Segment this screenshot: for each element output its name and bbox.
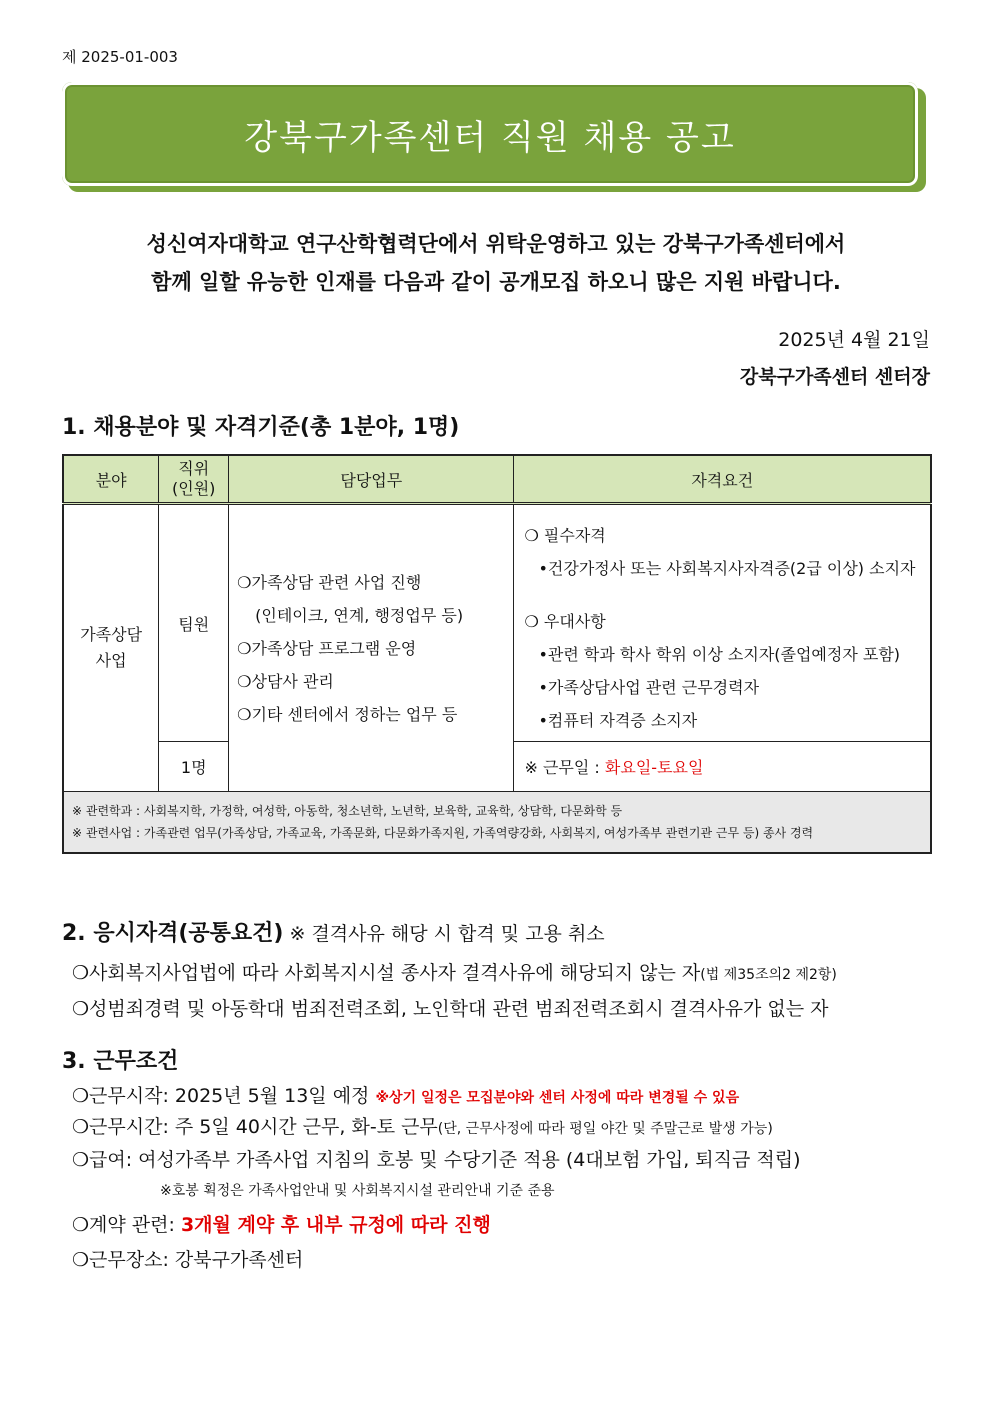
header-position-bottom: (인원) [172, 479, 216, 498]
field-line-2: 사업 [95, 651, 127, 670]
condition-contract [72, 1210, 491, 1237]
preferred-item: •컴퓨터 자격증 소지자 [538, 711, 698, 730]
preferred-item: •가족상담사업 관련 근무경력자 [538, 678, 760, 697]
header-field: 분야 [63, 455, 159, 504]
header-qualification: 자격요건 [514, 455, 931, 504]
count-cell: 1명 [159, 742, 229, 792]
header-duty: 담당업무 [229, 455, 514, 504]
intro-line-1: 성신여자대학교 연구산학협력단에서 위탁운영하고 있는 강북구가족센터에서 [146, 232, 846, 256]
field-line-1: 가족상담 [80, 625, 143, 644]
document-number: 제 2025-01-003 [62, 48, 178, 66]
signer: 강북구가족센터 센터장 [739, 366, 930, 388]
duty-item: ❍상담사 관리 [237, 671, 334, 691]
workday-cell [514, 742, 931, 792]
preferred-item: •관련 학과 학사 학위 이상 소지자(졸업예정자 포함) [538, 645, 901, 664]
section1-heading: 1. 채용분야 및 자격기준(총 1분야, 1명) [62, 415, 460, 440]
notice-date: 2025년 4월 21일 [778, 329, 930, 351]
condition-start-text: ❍근무시작: 2025년 5월 13일 예정 [72, 1085, 376, 1107]
condition-place: ❍근무장소: 강북구가족센터 [72, 1249, 304, 1271]
position-cell: 팀원 [159, 504, 229, 742]
required-title: ❍ 필수자격 [524, 526, 606, 545]
notes-cell [63, 792, 931, 854]
field-cell [63, 504, 159, 792]
note-related-work: ※ 관련사업 : 가족관련 업무(가족상담, 가족교육, 가족문화, 다문화가족지원, 가족역량강화, 사회복지, 여성가족부 관련기관 근무 등) 종사 경력 [72, 826, 814, 840]
eligibility-item-2: ❍성범죄경력 및 아동학대 범죄전력조회, 노인학대 관련 범죄전력조회시 결격사유가 없는 자 [72, 998, 829, 1020]
header-position [159, 455, 229, 504]
duty-item: ❍기타 센터에서 정하는 업무 등 [237, 704, 458, 724]
section2-heading-wrap [62, 916, 605, 947]
table-header-row [63, 455, 931, 504]
recruitment-table [62, 454, 932, 854]
table-row [63, 504, 931, 742]
condition-contract-value: 3개월 계약 후 내부 규정에 따라 진행 [180, 1214, 491, 1236]
note-related-majors: ※ 관련학과 : 사회복지학, 가정학, 여성학, 아동학, 청소년학, 노년학, 보육학, 교육학, 상담학, 다문화학 등 [72, 804, 623, 818]
workday-value: 화요일-토요일 [604, 758, 704, 777]
condition-pay-note: ※호봉 획정은 가족사업안내 및 사회복지시설 관리안내 기준 준용 [160, 1183, 555, 1199]
intro-line-2: 함께 일할 유능한 인재를 다음과 같이 공개모집 하오니 많은 지원 바랍니다. [151, 270, 841, 294]
title-banner [62, 82, 918, 186]
header-position-top: 직위 [178, 459, 210, 478]
table-notes-row [63, 792, 931, 854]
condition-pay: ❍급여: 여성가족부 가족사업 지침의 호봉 및 수당기준 적용 (4대보험 가입, 퇴직금 적립) [72, 1149, 801, 1171]
section3-heading: 3. 근무조건 [62, 1049, 179, 1074]
duty-item: ❍가족상담 관련 사업 진행 [237, 572, 422, 592]
condition-hours-note: (단, 근무사정에 따라 평일 야간 및 주말근로 발생 가능) [437, 1121, 773, 1137]
eligibility-item-1 [72, 958, 837, 985]
preferred-title: ❍ 우대사항 [524, 612, 606, 631]
condition-hours [72, 1112, 773, 1139]
page-title: 강북구가족센터 직원 채용 공고 [244, 117, 736, 158]
duty-item: (인테이크, 연계, 행정업무 등) [255, 605, 464, 625]
workday-label: ※ 근무일 : [524, 758, 605, 777]
condition-hours-text: ❍근무시간: 주 5일 40시간 근무, 화-토 근무 [72, 1116, 438, 1138]
eligibility-item-1-ref: (법 제35조의2 제2항) [700, 967, 837, 983]
duty-cell [229, 504, 514, 792]
condition-contract-label: ❍계약 관련: [72, 1214, 181, 1236]
duty-item: ❍가족상담 프로그램 운영 [237, 638, 417, 658]
section2-note: ※ 결격사유 해당 시 합격 및 고용 취소 [283, 923, 605, 945]
required-item: •건강가정사 또는 사회복지사자격증(2급 이상) 소지자 [538, 559, 916, 578]
condition-start [72, 1081, 739, 1108]
condition-start-note: ※상기 일정은 모집분야와 센터 사정에 따라 변경될 수 있음 [375, 1090, 740, 1106]
qualification-cell [514, 504, 931, 742]
section2-heading: 2. 응시자격(공통요건) [62, 921, 284, 946]
eligibility-item-1-text: ❍사회복지사업법에 따라 사회복지시설 종사자 결격사유에 해당되지 않는 자 [72, 962, 701, 984]
